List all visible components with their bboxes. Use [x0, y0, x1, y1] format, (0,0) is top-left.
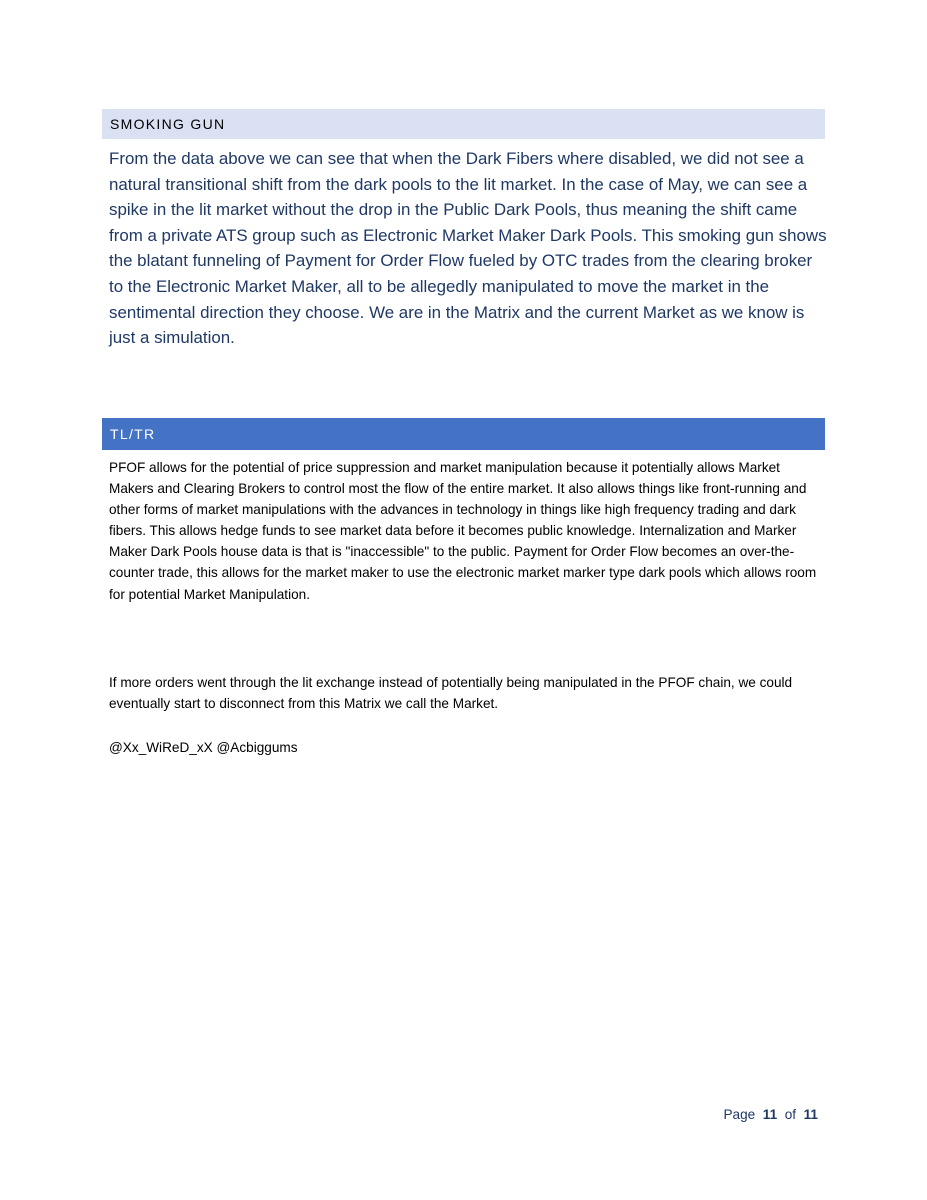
current-page-number: 11 [762, 1107, 778, 1122]
author-handles: @Xx_WiReD_xX @Acbiggums [109, 740, 298, 755]
smoking-gun-paragraph: From the data above we can see that when the Dark Fibers where disabled, we did not see a natural transitional shift from the dark pools to the lit market. In the case of May, we can see a spike in the lit market without the drop in the Public Dark Pools, thus meaning the shift came from a private ATS group such as Electronic Market Maker Dark Pools. This smoking gun shows the blatant funneling of Payment for Order Flow fueled by OTC trades from the clearing broker to the Electronic Market Maker, all to be allegedly manipulated to move the market in the sentimental direction they choose. We are in the Matrix and the current Market as we know is just a simulation. [109, 149, 827, 348]
tltr-conclusion-paragraph: If more orders went through the lit exchange instead of potentially being manipulated in the PFOF chain, we could eventually start to disconnect from this Matrix we call the Market. [109, 675, 793, 712]
tltr-heading: TL/TR [102, 418, 825, 450]
tltr-summary-paragraph: PFOF allows for the potential of price suppression and market manipulation because it potentially allows Market Makers and Clearing Brokers to control most the flow of the entire market. It also allows things like front-running and other forms of market manipulations with the advances in technology in things like high frequency trading and dark fibers. This allows hedge funds to see market data before it becomes public knowledge. Internalization and Marker Maker Dark Pools house data is that is "inaccessible" to the public. Payment for Order Flow becomes an over-the-counter trade, this allows for the market maker to use the electronic market marker type dark pools which allows room for potential Market Manipulation. [109, 460, 817, 602]
page-footer [723, 1107, 818, 1122]
page-label: Page [723, 1107, 756, 1122]
of-label: of [784, 1107, 797, 1122]
smoking-gun-heading: SMOKING GUN [102, 109, 825, 139]
total-pages-number: 11 [803, 1107, 818, 1122]
